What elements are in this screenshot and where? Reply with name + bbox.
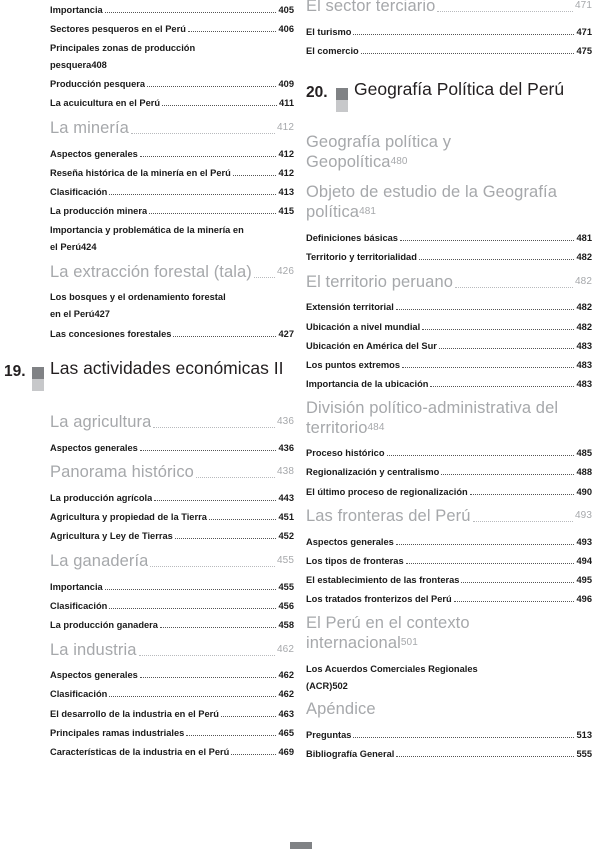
toc-entry-label-line1: Importancia y problemática de la minería en [50, 225, 244, 236]
toc-entry-label-line2: (ACR) [306, 680, 333, 691]
toc-entry[interactable] [50, 508, 294, 527]
toc-entry-page: 494 [576, 556, 592, 567]
toc-entry[interactable] [306, 41, 592, 60]
toc-section-page: 471 [575, 0, 592, 11]
dot-leader [109, 695, 276, 697]
toc-entry[interactable] [50, 488, 294, 507]
dot-leader [437, 10, 573, 12]
toc-entry-label: Importancia [50, 4, 103, 15]
toc-entry-label: Aspectos generales [50, 670, 138, 681]
toc-entry-label: El comercio [306, 45, 359, 56]
dot-leader [139, 654, 275, 656]
toc-entry[interactable] [50, 685, 294, 704]
dot-leader [160, 626, 277, 628]
toc-entry[interactable] [306, 248, 592, 267]
toc-entry-label: Definiciones básicas [306, 232, 398, 243]
toc-entry-label: Clasificación [50, 600, 108, 611]
toc-section-page: 412 [277, 121, 294, 133]
toc-section-heading[interactable] [50, 113, 294, 144]
toc-entry[interactable] [50, 94, 294, 113]
dot-leader [470, 493, 575, 495]
toc-entry-page: 436 [278, 442, 294, 453]
dot-leader [209, 518, 277, 520]
toc-entry-label: Características de la industria en el Perú [50, 746, 230, 757]
toc-entry-page: 481 [576, 232, 592, 243]
dot-leader [396, 543, 575, 545]
toc-entry-page: 496 [576, 594, 592, 605]
toc-section-page: 484 [367, 421, 385, 433]
toc-entry[interactable] [306, 355, 592, 374]
dot-leader [402, 366, 574, 368]
toc-entry-label: La producción ganadera [50, 619, 158, 630]
toc-entry-label: Proceso histórico [306, 448, 385, 459]
dot-leader [154, 499, 276, 501]
dot-leader [419, 258, 575, 260]
toc-section-heading[interactable] [306, 0, 592, 22]
toc-entry[interactable] [306, 463, 592, 482]
toc-entry[interactable] [306, 482, 592, 501]
dot-leader [353, 33, 574, 35]
dot-leader [173, 335, 276, 337]
toc-section-label: Apéndice [306, 700, 376, 719]
toc-entry[interactable] [306, 444, 592, 463]
toc-entry-label: Agricultura y propiedad de la Tierra [50, 512, 207, 523]
toc-entry-label: Principales ramas industriales [50, 727, 185, 738]
dot-leader [105, 588, 277, 590]
toc-section-label: Las fronteras del Perú [306, 507, 471, 526]
dot-leader [396, 308, 575, 310]
dot-leader [162, 104, 277, 106]
toc-section-label: La ganadería [50, 552, 149, 570]
toc-section-page: 482 [575, 275, 592, 287]
toc-section-label: El sector terciario [306, 0, 436, 15]
toc-entry-label: Preguntas [306, 729, 352, 740]
toc-entry[interactable] [306, 336, 592, 355]
toc-entry-page: 427 [94, 309, 110, 320]
toc-section-page: 436 [277, 416, 294, 428]
toc-entry-label: Importancia de la ubicación [306, 379, 429, 390]
toc-section-label-line1: División político-administrativa del [306, 398, 559, 417]
toc-entry-page: 482 [576, 252, 592, 263]
chapter-number: 20. [306, 84, 328, 102]
dot-leader [361, 52, 575, 54]
dot-leader [153, 426, 275, 428]
dot-leader [175, 537, 277, 539]
toc-entry[interactable] [50, 742, 294, 761]
toc-entry-page: 458 [278, 619, 294, 630]
toc-right-column [306, 0, 596, 764]
toc-entry[interactable] [306, 317, 592, 336]
toc-entry-page: 451 [278, 512, 294, 523]
toc-entry-page: 427 [278, 328, 294, 339]
toc-section-heading[interactable] [50, 407, 294, 438]
toc-entry[interactable] [50, 324, 294, 343]
toc-entry-label: Territorio y territorialidad [306, 252, 417, 263]
toc-entry[interactable] [306, 551, 592, 570]
toc-entry-page: 483 [576, 340, 592, 351]
toc-entry-page: 513 [576, 729, 592, 740]
dot-leader [439, 347, 575, 349]
toc-entry-page: 555 [576, 748, 592, 759]
dot-leader [109, 193, 276, 195]
chapter-marker-dark [32, 367, 44, 379]
toc-section-label: Panorama histórico [50, 463, 194, 482]
toc-section-page: 493 [575, 510, 592, 522]
toc-entry-label: Las concesiones forestales [50, 328, 172, 339]
chapter-header-19[interactable] [4, 357, 294, 397]
toc-section-heading[interactable] [306, 178, 592, 228]
toc-entry-page: 471 [576, 26, 592, 37]
toc-entry-page: 405 [278, 4, 294, 15]
dot-leader [461, 581, 574, 583]
toc-entry-label: Los tipos de fronteras [306, 556, 404, 567]
toc-section-heading[interactable] [306, 128, 592, 178]
toc-entry-page: 469 [278, 746, 294, 757]
toc-entry[interactable] [306, 744, 592, 763]
toc-entry[interactable] [306, 532, 592, 551]
toc-entry-label-line2: en el Perú [50, 309, 95, 320]
toc-entry[interactable] [306, 659, 592, 695]
toc-section-label: La agricultura [50, 413, 152, 432]
dot-leader [188, 30, 277, 32]
dot-leader [233, 174, 277, 176]
toc-section-heading[interactable] [306, 394, 592, 444]
toc-entry[interactable] [306, 22, 592, 41]
page-footer-marker [290, 842, 312, 849]
dot-leader [430, 385, 574, 387]
toc-entry-label: Clasificación [50, 186, 108, 197]
dot-leader [400, 239, 575, 241]
dot-leader [149, 212, 276, 214]
toc-entry-page: 475 [576, 45, 592, 56]
toc-entry-label: Ubicación en América del Sur [306, 340, 437, 351]
toc-section-page: 462 [277, 643, 294, 655]
dot-leader [147, 85, 276, 87]
toc-section-page: 438 [277, 466, 294, 478]
toc-entry-label-line2: el Perú [50, 242, 82, 253]
toc-section-label-line1: Objeto de estudio de la Geografía [306, 183, 557, 202]
toc-section-heading[interactable] [306, 695, 592, 725]
toc-entry[interactable] [50, 75, 294, 94]
toc-entry[interactable] [50, 182, 294, 201]
toc-section-heading[interactable] [50, 546, 294, 577]
toc-entry-label: Clasificación [50, 689, 108, 700]
toc-entry-page: 424 [81, 242, 97, 253]
toc-entry[interactable] [50, 144, 294, 163]
toc-section-page: 455 [277, 555, 294, 566]
toc-section-page: 426 [277, 265, 294, 277]
toc-entry-page: 483 [576, 359, 592, 370]
toc-section-heading[interactable] [306, 501, 592, 532]
toc-section-label: La minería [50, 118, 129, 137]
toc-entry-page: 406 [278, 23, 294, 34]
toc-entry-page: 452 [278, 531, 294, 542]
dot-leader [231, 753, 276, 755]
toc-entry-label: Los puntos extremos [306, 359, 401, 370]
toc-entry-label: Regionalización y centralismo [306, 467, 440, 478]
toc-section-label-line1: El Perú en el contexto [306, 614, 470, 632]
toc-entry-label: El desarrollo de la industria en el Perú [50, 708, 219, 719]
toc-entry-label: Extensión territorial [306, 302, 394, 313]
toc-entry-label: El turismo [306, 26, 352, 37]
toc-entry-page: 408 [91, 59, 107, 70]
toc-entry-label: Aspectos generales [50, 442, 138, 453]
toc-entry-label: La producción agrícola [50, 493, 153, 504]
toc-left-column [4, 0, 294, 762]
toc-section-label-line2: política [306, 203, 360, 222]
dot-leader [353, 736, 574, 738]
toc-entry-page: 463 [278, 708, 294, 719]
toc-entry[interactable] [50, 723, 294, 742]
toc-entry-label: Los tratados fronterizos del Perú [306, 594, 452, 605]
toc-entry-page: 485 [576, 448, 592, 459]
toc-entry-label: Bibliografía General [306, 748, 395, 759]
toc-entry-page: 493 [576, 536, 592, 547]
chapter-header-20[interactable] [306, 78, 596, 118]
toc-entry-page: 413 [278, 186, 294, 197]
toc-entry-page: 490 [576, 486, 592, 497]
toc-entry-page: 409 [278, 79, 294, 90]
dot-leader [441, 473, 574, 475]
toc-entry[interactable] [306, 228, 592, 247]
dot-leader [140, 676, 277, 678]
dot-leader [455, 286, 573, 288]
toc-entry-page: 488 [576, 467, 592, 478]
toc-entry[interactable] [50, 666, 294, 685]
toc-entry-label: El establecimiento de las fronteras [306, 575, 460, 586]
toc-section-label: El territorio peruano [306, 272, 454, 291]
toc-entry-page: 443 [278, 493, 294, 504]
toc-entry[interactable] [50, 38, 294, 74]
dot-leader [387, 454, 575, 456]
toc-section-label-line1: Geografía política y [306, 133, 452, 152]
dot-leader [221, 715, 277, 717]
toc-entry[interactable] [306, 375, 592, 394]
toc-entry[interactable] [306, 590, 592, 609]
chapter-title: Geografía Política del Perú [354, 79, 565, 100]
toc-entry-page: 502 [332, 680, 348, 691]
toc-entry-page: 482 [576, 321, 592, 332]
dot-leader [422, 328, 574, 330]
toc-entry[interactable] [50, 438, 294, 457]
dot-leader [131, 132, 275, 134]
toc-entry-label: Importancia [50, 581, 103, 592]
toc-entry-page: 495 [576, 575, 592, 586]
toc-entry-page: 412 [278, 148, 294, 159]
chapter-marker-dark [336, 88, 348, 100]
toc-entry-label-line1: Los bosques y el ordenamiento forestal [50, 292, 226, 303]
dot-leader [140, 155, 277, 157]
toc-entry-page: 465 [278, 727, 294, 738]
toc-entry-label: Reseña histórica de la minería en el Perú [50, 167, 231, 178]
toc-entry[interactable] [50, 596, 294, 615]
toc-entry[interactable] [306, 725, 592, 744]
toc-entry[interactable] [306, 298, 592, 317]
dot-leader [196, 476, 275, 478]
toc-entry-label: La acuicultura en el Perú [50, 98, 161, 109]
dot-leader [396, 755, 574, 757]
dot-leader [105, 11, 277, 13]
toc-section-label-line2: territorio [306, 418, 368, 437]
chapter-marker-light [32, 379, 44, 391]
toc-entry-page: 483 [576, 379, 592, 390]
toc-entry-page: 411 [279, 98, 294, 109]
toc-section-label-line2: internacional [306, 634, 401, 652]
toc-section-heading[interactable] [306, 609, 592, 659]
toc-section-label: La industria [50, 640, 137, 659]
toc-entry-page: 462 [278, 689, 294, 700]
dot-leader [186, 734, 276, 736]
toc-entry-label: El último proceso de regionalización [306, 486, 468, 497]
dot-leader [473, 520, 573, 522]
dot-leader [454, 600, 575, 602]
toc-section-page: 481 [359, 206, 377, 218]
toc-entry[interactable] [50, 221, 294, 257]
toc-entry-label: Producción pesquera [50, 79, 146, 90]
toc-entry-label: La producción minera [50, 206, 148, 217]
toc-entry-page: 455 [278, 581, 294, 592]
toc-entry[interactable] [50, 202, 294, 221]
toc-entry[interactable] [50, 19, 294, 38]
toc-entry[interactable] [306, 571, 592, 590]
toc-entry-label: Sectores pesqueros en el Perú [50, 23, 186, 34]
toc-entry[interactable] [50, 704, 294, 723]
toc-entry-label: Aspectos generales [50, 148, 138, 159]
toc-section-heading[interactable] [50, 635, 294, 666]
chapter-title: Las actividades económicas II [50, 358, 284, 379]
toc-entry-page: 456 [278, 600, 294, 611]
toc-section-heading[interactable] [306, 267, 592, 298]
toc-entry[interactable] [50, 163, 294, 182]
toc-entry-label: Ubicación a nivel mundial [306, 321, 421, 332]
toc-entry-page: 482 [576, 302, 592, 313]
toc-section-heading[interactable] [50, 457, 294, 488]
dot-leader [109, 607, 276, 609]
chapter-marker-light [336, 100, 348, 112]
toc-entry-label: Aspectos generales [306, 536, 394, 547]
dot-leader [406, 562, 575, 564]
toc-entry[interactable] [50, 288, 294, 324]
toc-entry-label-line1: Principales zonas de producción [50, 42, 196, 53]
toc-section-heading[interactable] [50, 257, 294, 288]
toc-entry[interactable] [50, 0, 294, 19]
toc-section-page: 501 [400, 637, 418, 648]
toc-entry-page: 415 [278, 206, 294, 217]
toc-entry-label-line1: Los Acuerdos Comerciales Regionales [306, 663, 478, 674]
toc-entry-page: 412 [278, 167, 294, 178]
toc-section-page: 480 [390, 156, 408, 168]
toc-entry[interactable] [50, 577, 294, 596]
toc-entry[interactable] [50, 527, 294, 546]
dot-leader [254, 276, 275, 278]
toc-section-label: La extracción forestal (tala) [50, 262, 252, 281]
dot-leader [150, 565, 275, 567]
toc-section-label-line2: Geopolítica [306, 153, 391, 172]
dot-leader [140, 449, 277, 451]
toc-entry-page: 462 [278, 670, 294, 681]
toc-entry-label: Agricultura y Ley de Tierras [50, 531, 173, 542]
toc-entry[interactable] [50, 615, 294, 634]
toc-entry-label-line2: pesquera [50, 59, 92, 70]
chapter-number: 19. [4, 363, 26, 381]
